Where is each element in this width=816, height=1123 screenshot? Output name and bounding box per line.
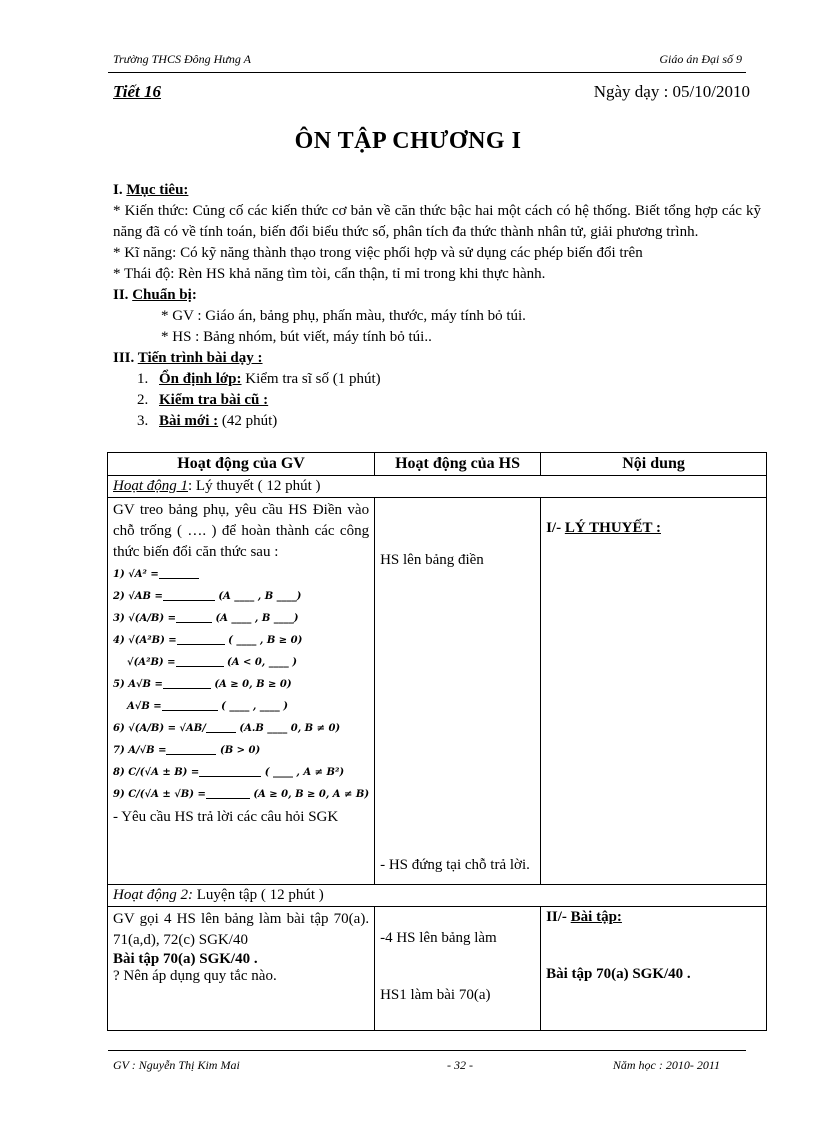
content-theory: I/- LÝ THUYẾT : <box>546 520 661 536</box>
page-title: ÔN TẬP CHƯƠNG I <box>294 128 522 154</box>
process-num: III. <box>113 350 138 366</box>
content-exercise-title: Bài tập 70(a) SGK/40 . <box>546 966 691 982</box>
formula-list <box>113 565 369 807</box>
gv-theory-text: GV treo bảng phụ, yêu cầu HS Điền vào chỗ trống ( …. ) để hoàn thành các công thức biến đổi căn thức sau : <box>113 502 370 560</box>
step-2: 2. Kiểm tra bài cũ : <box>137 392 269 408</box>
footer-year: Năm học : 2010- 2011 <box>612 1058 720 1072</box>
formula-item: 4) √(A²B) = ( ____ , B ≥ 0) <box>113 635 303 646</box>
activity-2-text: Luyện tập ( 12 phút ) <box>193 887 324 903</box>
formula-item: 8) C/(√A ± B) = ( ____ , A ≠ B²) <box>113 767 345 778</box>
objectives-heading: Mục tiêu: <box>126 182 189 198</box>
header-gv: Hoạt động của GV <box>108 453 375 476</box>
prep-hs: * HS : Bảng nhóm, bút viết, máy tính bỏ túi.. <box>161 329 432 345</box>
lesson-table <box>107 452 767 1031</box>
formula-item: 3) √(A/B) = (A ____ , B ____) <box>113 613 299 624</box>
footer-page-number: - 32 - <box>447 1058 473 1072</box>
step-1: 1. Ổn định lớp: Kiểm tra sĩ số (1 phút) <box>137 371 381 387</box>
formula-item: 5) A√B = (A ≥ 0, B ≥ 0) <box>113 679 292 690</box>
header-school: Trường THCS Đông Hưng A <box>113 52 251 66</box>
formula-item: A√B = ( ____ , ____ ) <box>127 701 289 712</box>
gv-practice-text: GV gọi 4 HS lên bảng làm bài tập 70(a). 71(a,d), 72(c) SGK/40 <box>113 911 370 948</box>
formula-item: 9) C/(√A ± √B) = (A ≥ 0, B ≥ 0, A ≠ B) <box>113 789 370 800</box>
content-exercise: II/- Bài tập: <box>546 909 622 925</box>
table-header-row <box>108 453 767 476</box>
gv-rule-question: ? Nên áp dụng quy tắc nào. <box>113 968 277 984</box>
footer-teacher: GV : Nguyễn Thị Kim Mai <box>113 1058 240 1072</box>
activity-1-label: Hoạt động 1 <box>113 478 188 494</box>
theory-row <box>108 498 767 885</box>
step-3: 3. Bài mới : (42 phút) <box>137 413 278 429</box>
footer-divider <box>108 1050 746 1051</box>
activity-1-text: : Lý thuyết ( 12 phút ) <box>188 478 321 494</box>
hs-theory-text: HS lên bảng điền <box>380 552 484 568</box>
formula-item: 6) √(A/B) = √AB/ (A.B ____ 0, B ≠ 0) <box>113 723 341 734</box>
objective-knowledge: * Kiến thức: Củng cố các kiến thức cơ bản về căn thức bậc hai một cách có hệ thống. Biết tổng hợp các kỹ năng đã có về tính toán, biến đổi biểu thức số, phân tích đa thức thành nhân tử, giải phương trình. <box>113 203 761 240</box>
objective-skill: * Kĩ năng: Có kỹ năng thành thạo trong việc phối hợp và sử dụng các phép biến đổi trên <box>113 245 643 261</box>
gv-question-text: - Yêu cầu HS trả lời các câu hỏi SGK <box>113 809 339 825</box>
objectives-num: I. <box>113 182 127 198</box>
hs-exercise-text: HS1 làm bài 70(a) <box>380 987 491 1003</box>
formula-item: 7) A/√B = (B > 0) <box>113 745 261 756</box>
process-heading: Tiến trình bài dạy : <box>137 350 263 366</box>
activity-1-row <box>108 476 767 498</box>
formula-item: √(A²B) = (A < 0, ____ ) <box>127 657 297 668</box>
formula-item: 1) √A² = <box>113 565 369 587</box>
header-content: Nội dung <box>541 453 767 476</box>
lesson-date: Ngày dạy : 05/10/2010 <box>593 82 750 101</box>
hs-practice-text: -4 HS lên bảng làm <box>380 930 497 946</box>
activity-2-row <box>108 885 767 907</box>
objective-attitude: * Thái độ: Rèn HS khả năng tìm tòi, cẩn thận, tỉ mỉ trong khi thực hành. <box>113 266 546 282</box>
practice-row <box>108 907 767 1031</box>
prep-heading: Chuẩn bị <box>132 287 192 303</box>
objectives-section: I. Mục tiêu: * Kiến thức: Củng cố các kiến thức cơ bản về căn thức bậc hai một cách có hệ thống. Biết tổng hợp các kỹ năng đã có về tính toán, biến đổi biểu thức số, phân tích đa thức thành nhân tử, giải phương trình. * Kĩ năng: Có kỹ năng thành thạo trong việc phối hợp và sử dụng các phép biến đổi trên * Thái độ: Rèn HS khả năng tìm tòi, cẩn thận, tỉ mỉ trong khi thực hành. II. Chuẩn bị: * GV : Giáo án, bảng phụ, phấn màu, thước, máy tính bỏ túi. * HS : Bảng nhóm, bút viết, máy tính bỏ túi.. III. Tiến trình bài dạy : 1. Ổn định lớp: Kiểm tra sĩ số (1 phút) 2. Kiểm tra bài cũ : 3. Bài mới : (42 phút) <box>113 180 761 432</box>
hs-answer-text: - HS đứng tại chỗ trả lời. <box>380 857 530 873</box>
header-subject: Giáo án Đại số 9 <box>659 52 742 66</box>
prep-num: II. <box>113 287 133 303</box>
header-divider <box>108 72 746 73</box>
lesson-number: Tiết 16 <box>113 82 161 101</box>
prep-gv: * GV : Giáo án, bảng phụ, phấn màu, thước, máy tính bỏ túi. <box>161 308 526 324</box>
formula-item: 2) √AB = (A ____ , B ____) <box>113 591 302 602</box>
header-hs: Hoạt động của HS <box>375 453 541 476</box>
gv-exercise-title: Bài tập 70(a) SGK/40 . <box>113 951 258 967</box>
activity-2-label: Hoạt động 2: <box>113 887 193 903</box>
